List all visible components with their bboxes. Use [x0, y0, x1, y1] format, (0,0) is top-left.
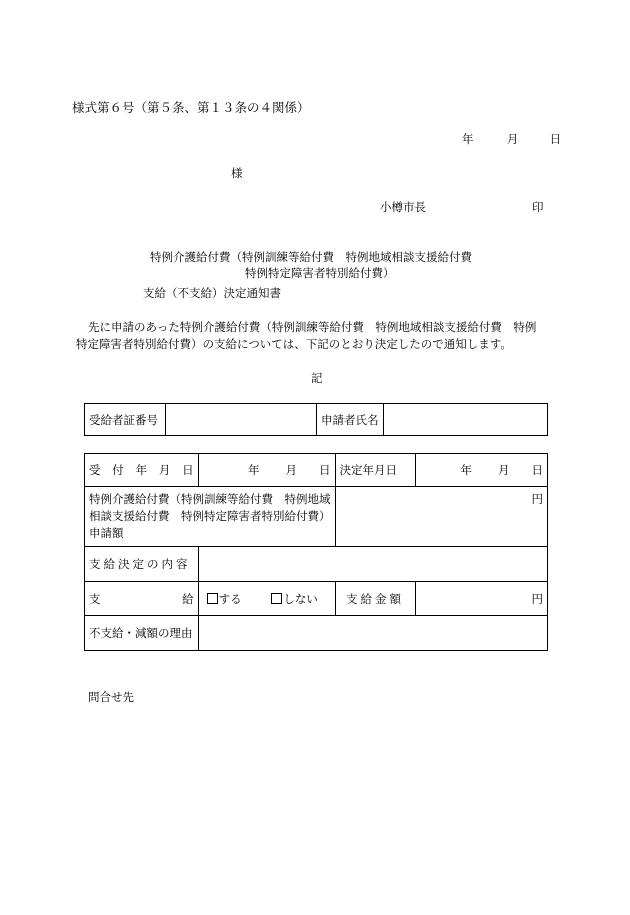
decision-content-label: 支給決定の内容 [85, 547, 199, 582]
payment-options [198, 582, 335, 616]
decision-date-label: 決定年月日 [335, 454, 415, 487]
title-line-1: 特例介護給付費（特例訓練等給付費 特例地域相談支援給付費 [150, 250, 472, 264]
form-number: 様式第６号（第５条、第１３条の４関係） [72, 100, 310, 115]
payment-label: 支 給 [85, 582, 199, 616]
month-label: 月 [506, 132, 519, 146]
reason-value[interactable] [198, 616, 547, 651]
year-label: 年 [462, 132, 474, 146]
body-line-2: 特定障害者特別給付費）の支給については、下記のとおり決定したので通知します。 [76, 337, 512, 351]
title-line-3: 支給（不支給）決定通知書 [143, 286, 281, 300]
applicant-name-label: 申請者氏名 [317, 404, 384, 436]
received-date-value[interactable]: 年 月 日 [198, 454, 335, 487]
issue-date [462, 131, 561, 147]
yen-unit: 円 [531, 492, 543, 506]
yen-unit: 円 [531, 591, 543, 606]
claim-amount-label: 特例介護給付費（特例訓練等給付費 特例地域 相談支援給付費 特例特定障害者特別給付費） 申請額 [85, 487, 336, 547]
seal-mark: 印 [532, 200, 544, 214]
ki-heading: 記 [311, 371, 323, 385]
title-line-2: 特例特定障害者特別給付費） [245, 266, 395, 280]
checkbox-icon[interactable] [207, 593, 218, 604]
checkbox-icon[interactable] [271, 593, 282, 604]
decision-table [84, 453, 548, 651]
payment-amount-label: 支給金額 [335, 582, 415, 616]
recipient-cert-value[interactable] [166, 404, 317, 436]
day-label: 日 [549, 132, 562, 146]
contact-label: 問合せ先 [88, 690, 134, 704]
payment-amount-value[interactable] [415, 582, 548, 616]
applicant-name-value[interactable] [383, 404, 548, 436]
received-date-label: 受 付 年 月 日 [85, 454, 199, 487]
option-no[interactable]: しない [271, 592, 318, 606]
issuer-name: 小樽市長 [380, 200, 426, 214]
addressee-suffix: 様 [231, 166, 243, 180]
decision-content-value[interactable] [198, 547, 547, 582]
claim-amount-value[interactable] [335, 487, 548, 547]
recipient-table [84, 403, 548, 436]
recipient-cert-label: 受給者証番号 [85, 404, 166, 436]
decision-date-value[interactable]: 年 月 日 [415, 454, 548, 487]
option-yes[interactable]: する [207, 592, 242, 606]
reason-label: 不支給・減額の理由 [85, 616, 199, 651]
body-line-1: 先に申請のあった特例介護給付費（特例訓練等給付費 特例地域相談支援給付費 特例 [88, 320, 537, 334]
